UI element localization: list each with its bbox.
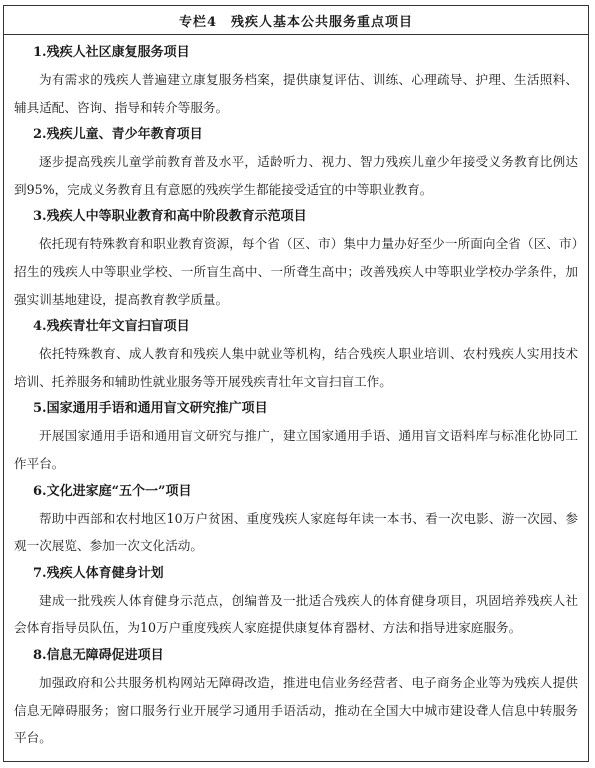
project-description: 逐步提高残疾儿童学前教育普及水平，适龄听力、视力、智力残疾儿童少年接受义务教育比例达到95%，完成义务教育且有意愿的残疾学生都能接受适宜的中等职业教育。 — [14, 154, 578, 197]
project-heading: 2.残疾儿童、青少年教育项目 — [33, 127, 203, 143]
project-heading: 7.残疾人体育健身计划 — [33, 565, 164, 581]
project-description: 加强政府和公共服务机构网站无障碍改造，推进电信业务经营者、电子商务企业等为残疾人提供信息无障碍服务；窗口服务行业开展学习通用手语活动，推动在全国大中城市建设聋人信息中转服务平台。 — [14, 674, 578, 746]
project-section-6 — [14, 478, 578, 560]
project-section-2 — [14, 121, 578, 203]
project-section-5 — [14, 395, 578, 477]
project-section-4 — [14, 313, 578, 395]
project-heading: 4.残疾青壮年文盲扫盲项目 — [33, 319, 190, 335]
project-section-8 — [14, 642, 578, 752]
project-section-3 — [14, 203, 578, 313]
project-heading: 5.国家通用手语和通用盲文研究推广项目 — [33, 401, 268, 417]
project-description: 为有需求的残疾人普遍建立康复服务档案，提供康复评估、训练、心理疏导、护理、生活照料、辅具适配、咨询、指导和转介等服务。 — [14, 72, 578, 115]
project-heading: 3.残疾人中等职业教育和高中阶段教育示范项目 — [33, 209, 307, 225]
feature-box — [3, 5, 589, 762]
box-content — [4, 35, 588, 752]
project-description: 帮助中西部和农村地区10万户贫困、重度残疾人家庭每年读一本书、看一次电影、游一次园、参观一次展览、参加一次文化活动。 — [14, 510, 578, 554]
project-heading: 6.文化进家庭“五个一”项目 — [33, 483, 192, 499]
project-description: 开展国家通用手语和通用盲文研究与推广，建立国家通用手语、通用盲文语料库与标准化协同工作平台。 — [14, 428, 578, 471]
box-title: 专栏4 残疾人基本公共服务重点项目 — [4, 6, 588, 35]
project-heading: 1.残疾人社区康复服务项目 — [33, 45, 190, 60]
project-description: 建成一批残疾人体育健身示范点，创编普及一批适合残疾人的体育健身项目，巩固培养残疾人社会体育指导员队伍，为10万户重度残疾人家庭提供康复体育器材、方法和指导进家庭服务。 — [14, 592, 578, 636]
project-section-7 — [14, 560, 578, 642]
project-description: 依托现有特殊教育和职业教育资源，每个省（区、市）集中力量办好至少一所面向全省（区、市）招生的残疾人中等职业学校、一所盲生高中、一所聋生高中；改善残疾人中等职业学校办学条件，加强实训基地建设，提高教育教学质量。 — [14, 236, 578, 307]
project-section-1 — [14, 39, 578, 121]
project-description: 依托特殊教育、成人教育和残疾人集中就业等机构，结合残疾人职业培训、农村残疾人实用技术培训、托养服务和辅助性就业服务等开展残疾青壮年文盲扫盲工作。 — [14, 346, 578, 389]
project-heading: 8.信息无障碍促进项目 — [33, 647, 164, 663]
